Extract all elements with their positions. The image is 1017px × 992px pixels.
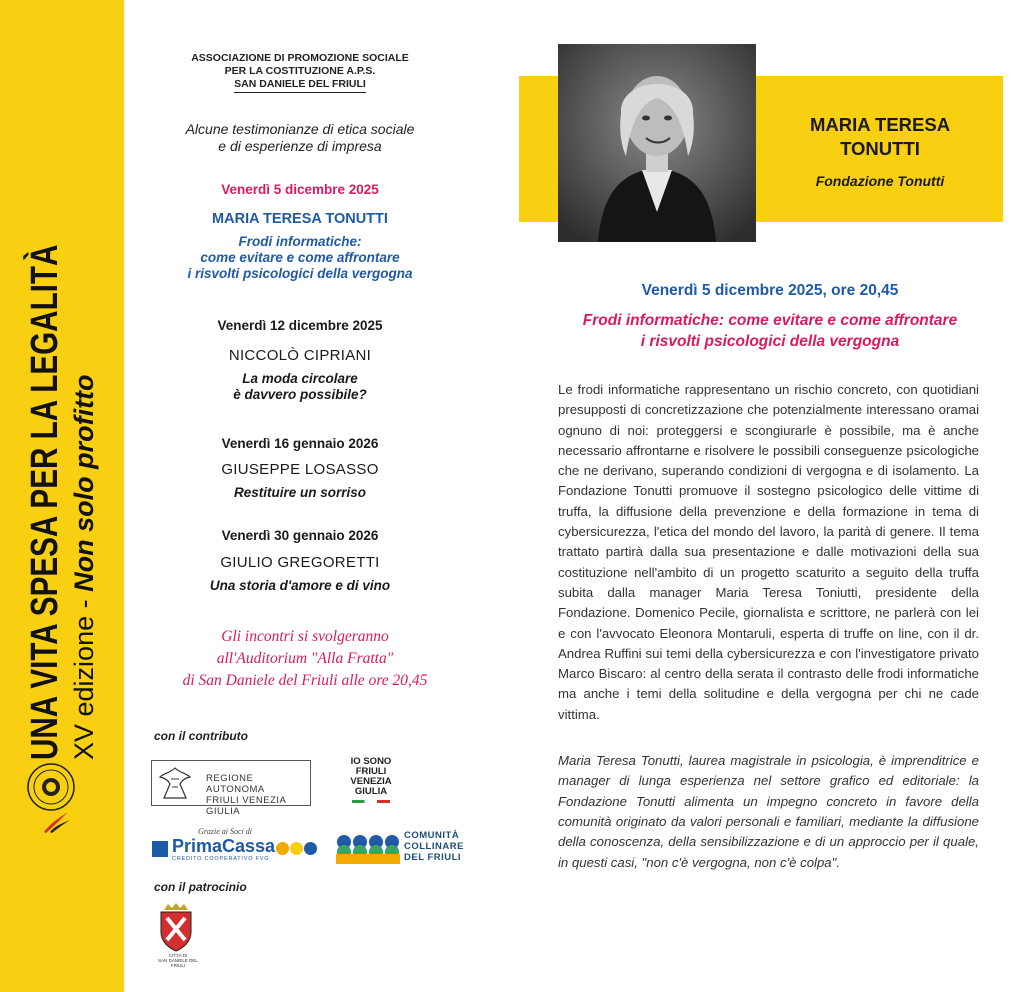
subtitle-line: e di esperienze di impresa [218, 138, 382, 154]
event-title-line: è davvero possibile? [233, 387, 367, 402]
event-speaker: GIULIO GREGORETTI [220, 554, 380, 571]
comunita-line: COMUNITÀ [404, 830, 460, 841]
city-line: SAN DANIELE DEL FRIULI [158, 958, 198, 968]
speaker-name-line: TONUTTI [840, 138, 920, 159]
event-speaker: GIUSEPPE LOSASSO [221, 461, 379, 478]
description-paragraph: Le frodi informatiche rappresentano un rischio concreto, con quotidiani presupposti di concretizzazione che potenzialmente interessano oramai ognuno di noi: proteggersi e scongiurarle è possibile, ma è anche necessario affrontarne e risolvere le possibili conseguenze psicologiche che ne derivano, superando condizioni di vergogna e di isolamento. La Fondazione Tonutti promuove il sostegno psicologico delle vittime di truffa, la diffusione della prevenzione e della formazione in tema di cybersicurezza, l'etica del mondo del lavoro, la parità di genere. Il tema trattato partirà dalla sua presentazione e dalle motivazioni della sua costituzione nell'ambito di un progetto scaturito a seguito della truffa subita dalla manager Maria Teresa Toniutti, presidente della Fondazione. Domenico Pecile, giornalista e scrittore, ne parlerà con lei e con l'avvocato Eleonora Montaruli, esperta di truffe on line, con il dr. Andrea Ruffini sui temi della cybersicurezza e con l'investigatore privato Marco Biscaro: al centro della serata il contrasto delle frodi informatiche ma anche i temi della solitudine e della vergogna per chi ne cade vittima. [558, 382, 979, 722]
event-title-line: Frodi informatiche: [238, 234, 362, 249]
association-line: SAN DANIELE DEL FRIULI [234, 78, 366, 93]
iosono-line: IO SONO [350, 756, 392, 767]
venue-line: Gli incontri si svolgeranno [221, 628, 389, 645]
flame-logo-icon [40, 810, 72, 834]
event-title: Restituire un sorriso [233, 485, 367, 500]
venue-line: all'Auditorium "Alla Fratta" [216, 650, 394, 667]
subtitle-line: Alcune testimonianze di etica sociale [185, 121, 415, 137]
event-headline-line: i risvolti psicologici della vergogna [640, 333, 900, 350]
fvg-region-logo [151, 760, 311, 817]
event-date: Venerdì 5 dicembre 2025 [221, 182, 379, 197]
comunita-line: DEL FRIULI [404, 852, 462, 863]
association-line: ASSOCIAZIONE DI PROMOZIONE SOCIALE [191, 52, 409, 64]
primacassa-thanks: Grazie ai Soci di [198, 827, 252, 836]
primacassa-sub: CREDITO COOPERATIVO FVG [172, 856, 270, 862]
event-speaker: NICCOLÒ CIPRIANI [228, 347, 372, 364]
association-header [150, 52, 450, 93]
eagle-icon [158, 765, 192, 801]
series-edition: XV edizione - Non solo profitto [69, 374, 99, 760]
event-title-line: i risvolti psicologici della vergogna [187, 266, 413, 281]
hills-icon [336, 830, 400, 864]
contributo-label: con il contributo [154, 729, 248, 743]
city-line: CITTÀ DI [168, 953, 188, 958]
series-title: UNA VITA SPESA PER LA LEGALITÀ [24, 244, 66, 760]
event-description [558, 380, 979, 873]
speaker-organization: Fondazione Tonutti [815, 173, 945, 189]
patrocinio-label: con il patrocinio [154, 880, 247, 894]
dot [276, 842, 289, 855]
speaker-name [770, 113, 990, 161]
event-headline [540, 310, 1000, 352]
event-title-line: come evitare e come affrontare [200, 250, 400, 265]
primacassa-logo [152, 829, 322, 865]
event-headline-line: Frodi informatiche: come evitare e come affrontare [582, 312, 958, 329]
event-date: Venerdì 30 gennaio 2026 [221, 528, 379, 543]
event-title: Una storia d'amore e di vino [209, 578, 391, 593]
bcc-dots-icon [276, 842, 318, 860]
dot [304, 842, 317, 855]
comunita-text [404, 830, 464, 863]
event-date: Venerdì 12 dicembre 2025 [217, 318, 383, 333]
speaker-photo [558, 44, 756, 242]
venue-info [140, 626, 470, 692]
fvg-line: FRIULI VENEZIA GIULIA [206, 795, 286, 817]
primacassa-mark-icon [152, 841, 168, 857]
event-title [140, 234, 460, 282]
speaker-bio: Maria Teresa Tonutti, laurea magistrale in psicologia, è imprenditrice e manager di lunga esperienza nel settore grafico ed editoriale: la Fondazione Tonutti alimenta un impegno concreto in favore della comunità originato da valori personali e familiari, mediante la diffusione della conoscenza, della sensibilizzazione e di un approccio per il quale, in questi casi, "non c'è vergogna, non c'è colpa". [558, 753, 979, 870]
speaker-name-line: MARIA TERESA [809, 114, 951, 135]
event-title-line: La moda circolare [242, 371, 358, 386]
event-title [140, 371, 460, 403]
comunita-collinare-logo [336, 830, 476, 866]
program-subtitle [140, 121, 460, 155]
city-crest [158, 902, 198, 968]
primacassa-name: PrimaCassa [172, 836, 276, 856]
dot [290, 842, 303, 855]
association-line: PER LA COSTITUZIONE A.P.S. [224, 65, 376, 77]
italian-flag-icon [352, 800, 390, 803]
venue-line: di San Daniele del Friuli alle ore 20,45 [182, 672, 428, 689]
fvg-line: REGIONE AUTONOMA [206, 773, 265, 795]
event-datetime: Venerdì 5 dicembre 2025, ore 20,45 [641, 282, 899, 299]
iosono-line: FRIULI [355, 766, 387, 777]
iosono-line: GIULIA [354, 786, 388, 797]
event-date: Venerdì 16 gennaio 2026 [221, 436, 379, 451]
association-seal-icon [26, 762, 76, 812]
comunita-line: COLLINARE [404, 841, 464, 852]
fvg-text [206, 773, 310, 817]
iosono-line: VENEZIA [350, 776, 392, 787]
event-speaker: MARIA TERESA TONUTTI [212, 211, 388, 227]
city-caption [154, 953, 202, 968]
io-sono-fvg-logo [335, 757, 407, 803]
sidebar-band [0, 0, 124, 992]
crest-icon [158, 902, 194, 952]
